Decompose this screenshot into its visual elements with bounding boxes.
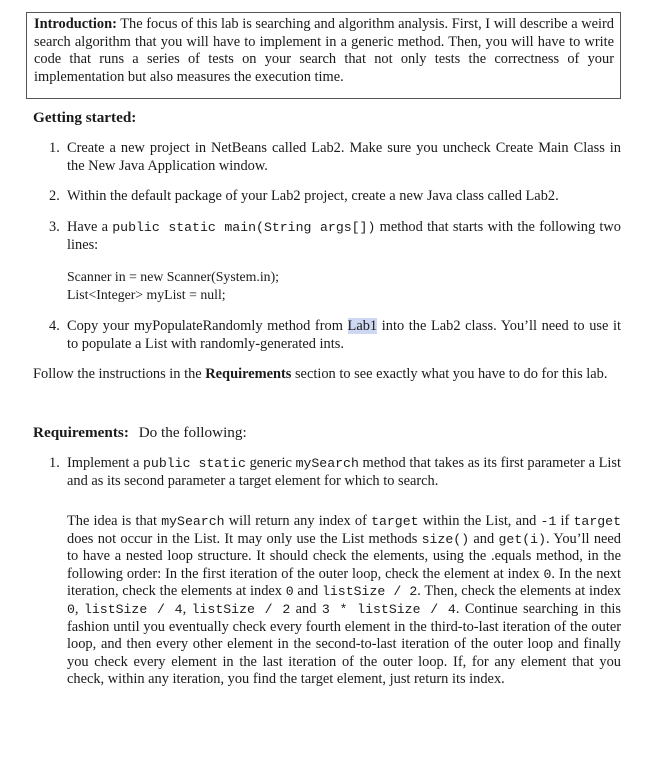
- requirement-item-1: [49, 455, 621, 490]
- idea-text: . Continue searching in this fashion until you eventually check every fourth element in the third-to-last iteration of the outer loop, and then every other element in the second-to-last iteration of the outer loop and finally you check every element in the last iteration of the outer loop. If, for any element that you check, within any iteration, you find the target element, just return its index.: [67, 600, 621, 688]
- idea-text: ,: [74, 600, 84, 617]
- code-line-2: List<Integer> myList = null;: [67, 286, 226, 302]
- step-text-post: into the Lab2 class. You’ll need to use it to populate a List with randomly-generated ints.: [67, 318, 621, 352]
- idea-code: 0: [543, 566, 552, 582]
- idea-text: within the List, and: [418, 513, 541, 529]
- idea-code: listSize / 4: [83, 601, 183, 617]
- idea-code: -1: [540, 514, 557, 529]
- requirement-text-part: Implement a: [67, 455, 144, 471]
- step-text-pre: Copy your myPopulateRandomly method from: [67, 318, 348, 334]
- requirement-code: public static: [143, 456, 246, 471]
- idea-code: size(): [421, 531, 470, 547]
- idea-text: will return any index of: [224, 513, 372, 529]
- idea-code: target: [573, 514, 621, 529]
- requirement-text: [67, 455, 621, 490]
- follow-text-post: section to see exactly what you have to do for this lab.: [291, 366, 608, 382]
- idea-code: 3 * listSize / 4: [321, 601, 456, 617]
- step-text: [67, 318, 621, 353]
- idea-text: does not occur in the List. It may only use the List methods: [67, 530, 422, 547]
- idea-text: . In the next iteration, check the elements at index: [67, 565, 621, 600]
- idea-text: ,: [182, 600, 192, 617]
- step-number: 4.: [49, 318, 60, 334]
- step-item-3: [49, 219, 621, 254]
- step-item-2: [49, 188, 621, 206]
- step-text-post: method that starts with the following two lines:: [67, 219, 621, 253]
- step-number: 3.: [49, 219, 60, 235]
- idea-text: and: [293, 583, 322, 600]
- requirement-text-part: method that takes as its first parameter a List and as its second parameter a target element for which to search.: [67, 455, 621, 489]
- step-item-4: [49, 318, 621, 353]
- step-number: 1.: [49, 140, 60, 156]
- idea-code: mySearch: [161, 514, 225, 529]
- idea-text: and: [290, 600, 322, 617]
- requirement-code: mySearch: [295, 456, 359, 471]
- requirements-title: Requirements:: [33, 424, 129, 441]
- step-text: [67, 219, 621, 254]
- follow-text-pre: Follow the instructions in the: [33, 366, 206, 382]
- idea-code: target: [371, 514, 419, 529]
- follow-paragraph: [33, 366, 621, 384]
- requirements-link-text: Requirements: [205, 366, 292, 382]
- requirement-number: 1.: [49, 455, 60, 471]
- introduction-box: [26, 12, 621, 99]
- step-text: Within the default package of your Lab2 project, create a new Java class called Lab2.: [67, 188, 559, 204]
- requirements-heading: [33, 424, 247, 442]
- idea-text: The idea is that: [67, 513, 162, 529]
- introduction-text: The focus of this lab is searching and algorithm analysis. First, I will describe a weird search algorithm that you will have to implement in a generic method. Then, you will have to write code that runs a series of tests on your search that not only tests the correctness of your implementation but also measures the execution time.: [34, 16, 615, 85]
- step-text-pre: Have a: [67, 219, 113, 235]
- getting-started-heading: Getting started:: [33, 109, 137, 126]
- requirements-subtitle: Do the following:: [138, 424, 247, 441]
- step-item-1: [49, 140, 621, 175]
- idea-text: . Then, check the elements at index: [417, 583, 621, 600]
- idea-paragraph: [67, 513, 621, 689]
- idea-text: if: [556, 513, 574, 529]
- idea-code: listSize / 2: [191, 601, 291, 617]
- idea-code: get(i): [498, 531, 546, 547]
- idea-text: . You’ll need to have a nested loop structure. It should check the elements, using the .equals method, in the following order: In the first iteration of the outer loop, check the element at index: [67, 530, 621, 582]
- code-block: [67, 268, 279, 303]
- step-number: 2.: [49, 188, 60, 204]
- highlighted-text[interactable]: Lab1: [347, 318, 378, 334]
- idea-code: 0: [67, 601, 75, 617]
- step-text: Create a new project in NetBeans called Lab2. Make sure you uncheck Create Main Class in the New Java Application window.: [67, 140, 621, 174]
- idea-code: 0: [285, 584, 294, 600]
- introduction-label: Introduction:: [34, 16, 117, 32]
- code-line-1: Scanner in = new Scanner(System.in);: [67, 269, 279, 284]
- step-code: public static main(String args[]): [112, 220, 376, 235]
- idea-text: and: [469, 530, 499, 547]
- requirement-text-part: generic: [245, 455, 296, 471]
- idea-code: listSize / 2: [321, 584, 418, 600]
